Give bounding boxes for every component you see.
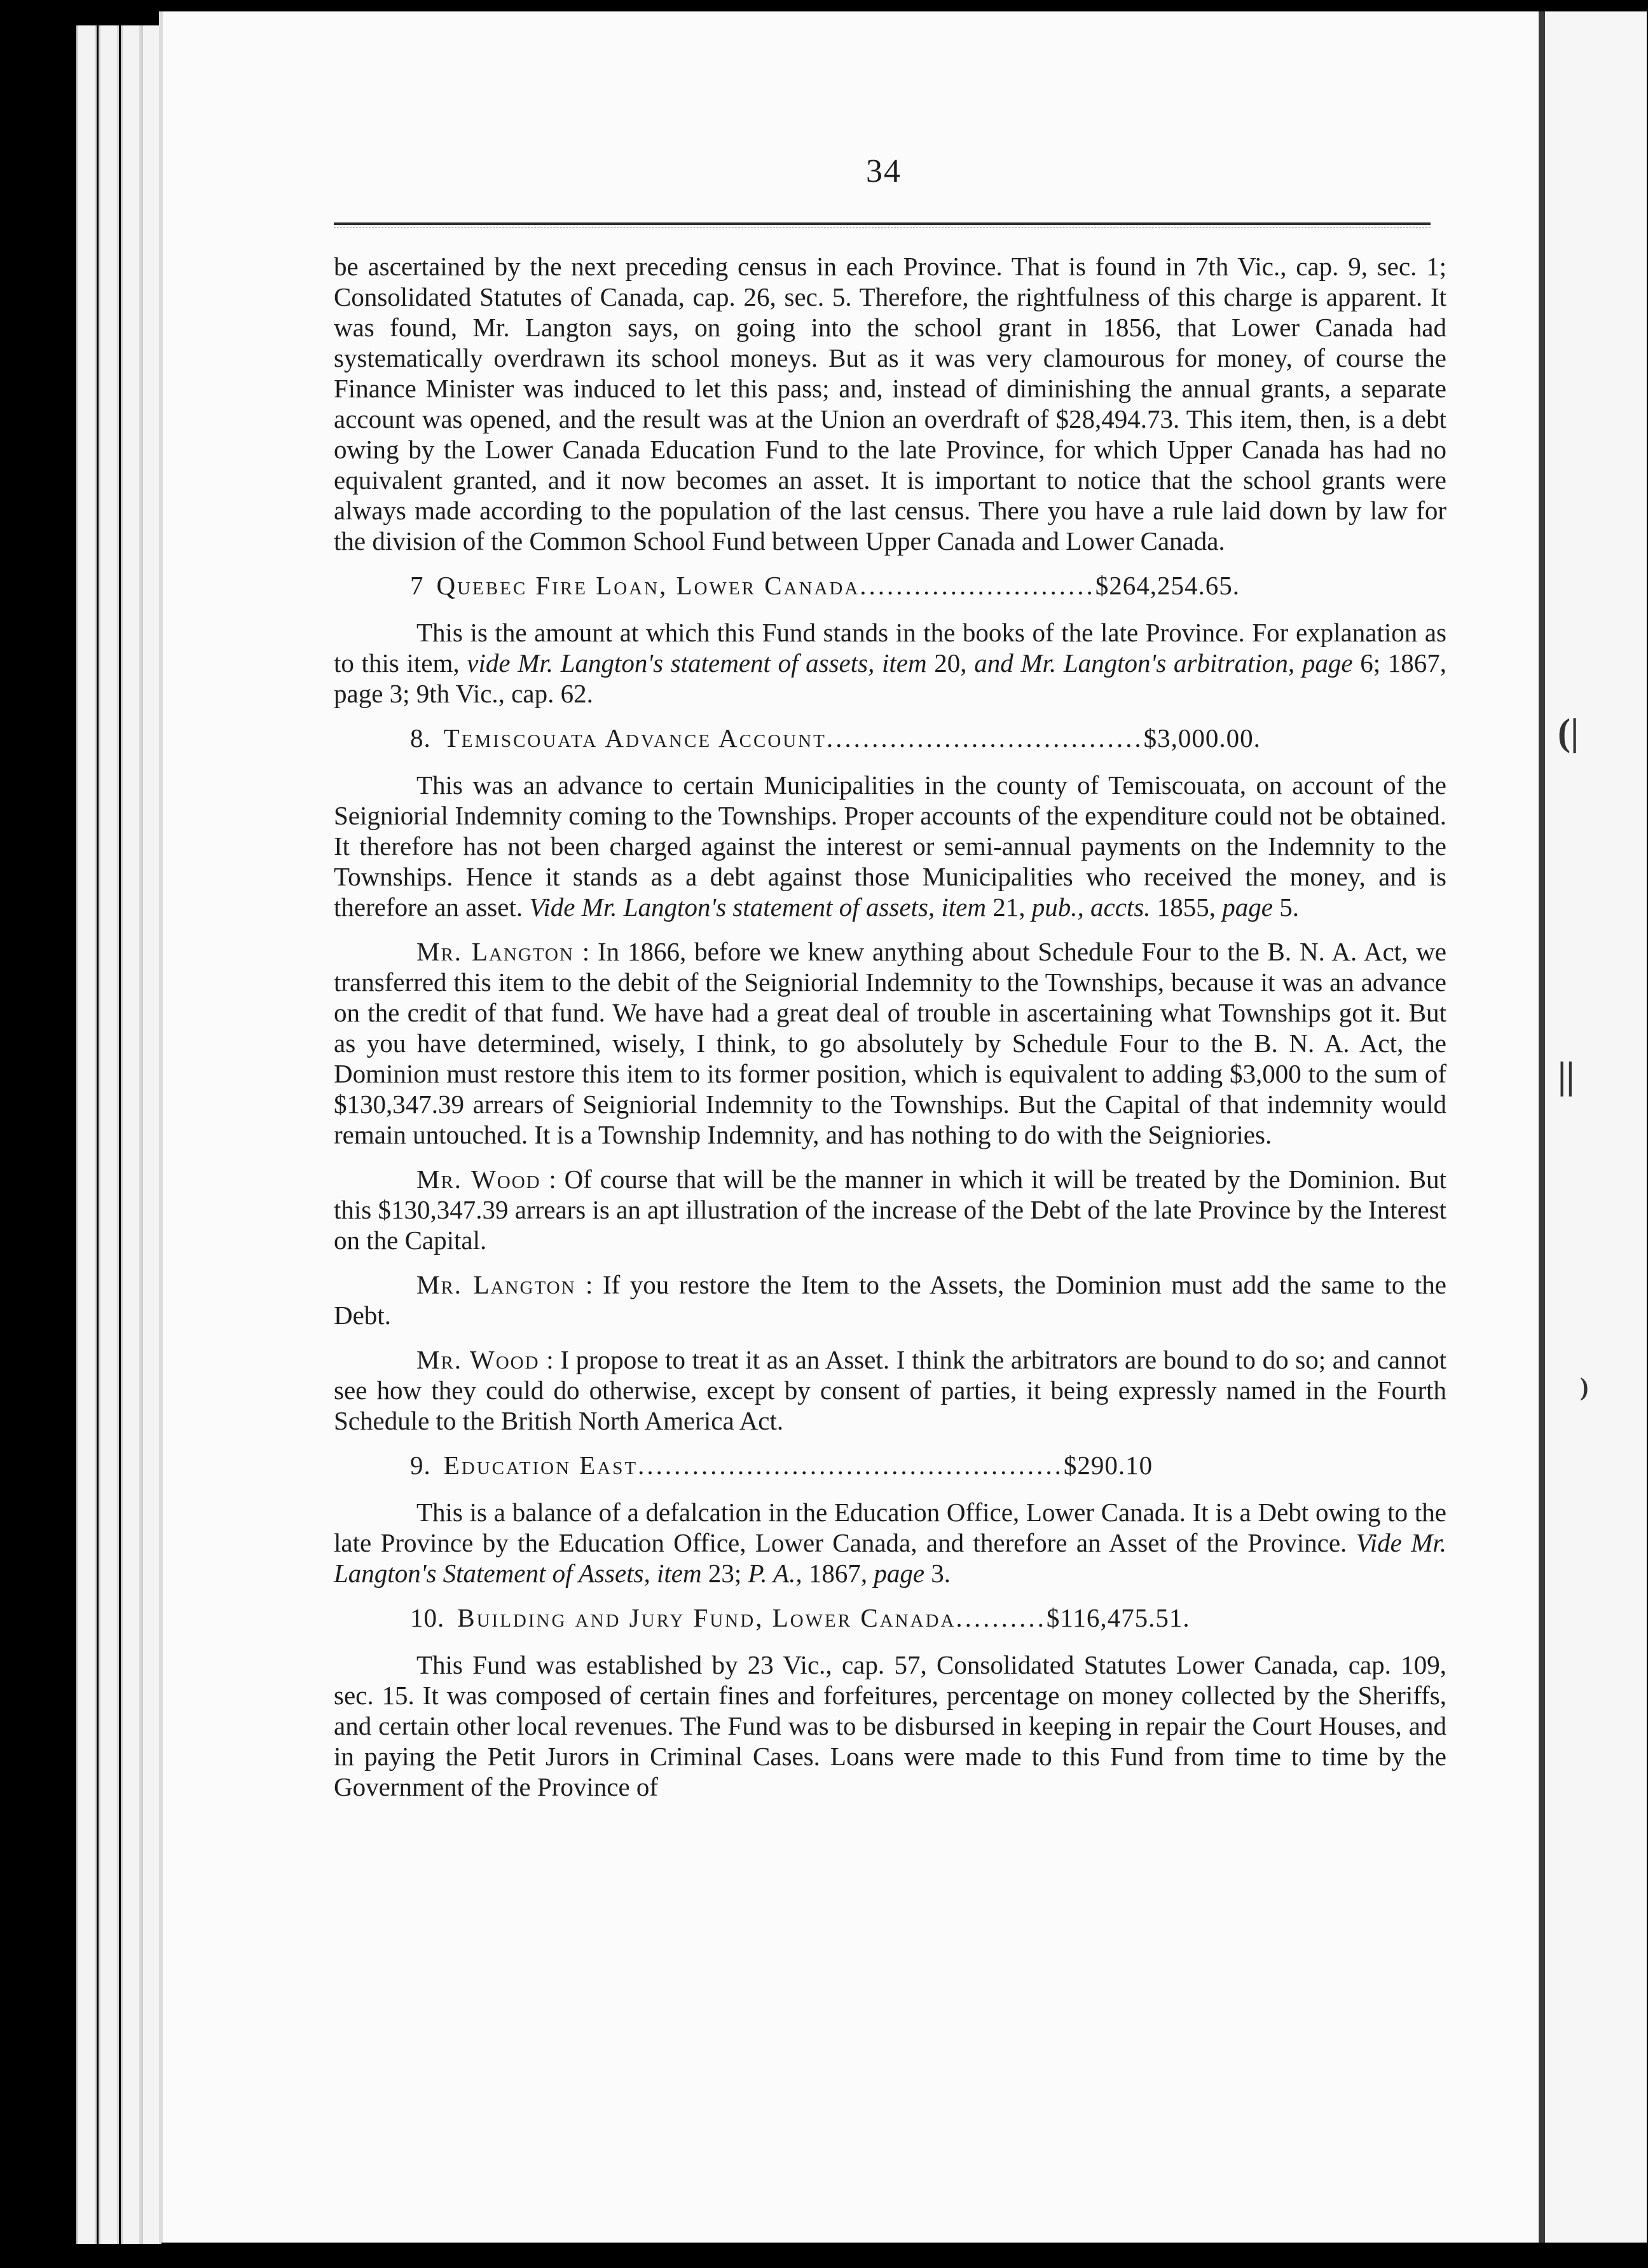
paragraph-text: This is a balance of a defalcation in the Education Office, Lower Canada. It is a Debt owing to the late Province by the Education Office, Lower Canada, and therefore an Asset of the Province. xyxy=(334,1498,1446,1557)
speaker-name: Mr. Langton xyxy=(416,937,574,966)
speech-text: In 1866, before we knew anything about Schedule Four to the B. N. A. Act, we transferred this item to the debit of the Seigniorial Indemnity to the Townships, because it was an advance on the credit of that fund. We have had a great deal of trouble in ascertaining what Townships got it. But as you have determined, wisely, I think, to go absolutely by Schedule Four to the B. N. A. Act, the Dominion must restore this item to its former position, which is equivalent to adding $3,000 to the sum of $130,347.39 arrears of Seigniorial Indemnity to the Townships. But the Capital of that indemnity would remain untouched. It is a Township Indemnity, and has nothing to do with the Seigniories. xyxy=(334,937,1446,1149)
page-number: 34 xyxy=(866,153,902,189)
reference-number: 23; xyxy=(708,1559,742,1588)
section-title: Education East xyxy=(443,1451,638,1480)
reference-number: 1855, xyxy=(1157,892,1216,922)
reference-italic: and Mr. Langton's arbitration, page xyxy=(974,648,1353,678)
reference-italic: pub., accts. xyxy=(1031,892,1151,922)
section-number: 8. xyxy=(410,723,431,753)
speech-text: I propose to treat it as an Asset. I think the arbitrators are bound to do so; and cannot see how they could do otherwise, except by consent of parties, it being expressly named in the Fourth Schedule to the British North America Act. xyxy=(334,1345,1446,1435)
bleed-mark: || xyxy=(1558,1055,1575,1096)
paragraph-10: This Fund was established by 23 Vic., cap. 57, Consolidated Statutes Lower Canada, cap. 109, sec. 15. It was composed of certain fines and forfeitures, percentage on money collected by the Sheriffs, and certain other local revenues. The Fund was to be disbursed in keeping in repair the Court Houses, and in paying the Petit Jurors in Criminal Cases. Loans were made to this Fund from time to time by the Government of the Province of xyxy=(334,1650,1446,1801)
paragraph-8 xyxy=(334,770,1446,922)
leader-dots: .......... xyxy=(956,1603,1047,1632)
stacked-page-edge xyxy=(99,25,119,2244)
header-rule xyxy=(334,222,1431,225)
reference-number: 21, xyxy=(992,892,1026,922)
reference-end: 6; 1867, page 3; 9th Vic., cap. 62. xyxy=(334,648,1447,708)
bleed-mark: (| xyxy=(1558,711,1579,753)
speaker-name: Mr. Wood xyxy=(416,1165,541,1194)
reference-number: 1867, xyxy=(808,1559,868,1588)
section-number: 7 xyxy=(410,571,424,600)
section-title: Temiscouata Advance Account xyxy=(443,723,827,753)
paragraph-text: This is the amount at which this Fund stands in the books of the late Province. For explanation as to this item, xyxy=(334,618,1446,678)
leader-dots: .......................... xyxy=(860,571,1095,600)
section-number: 9. xyxy=(410,1451,431,1480)
speech-text: Of course that will be the manner in which it will be treated by the Dominion. But this $130,347.39 arrears is an apt illustration of the increase of the Debt of the late Province by the Interest on the Capital. xyxy=(334,1165,1446,1255)
reference-end: 5. xyxy=(1279,892,1299,922)
section-title: Quebec Fire Loan, Lower Canada xyxy=(436,571,860,600)
speech-wood-1: Mr. Wood : Of course that will be the manner in which it will be treated by the Dominion. But this $130,347.39 arrears is an apt illustration of the increase of the Debt of the late Province by the Interest on the Capital. xyxy=(334,1165,1446,1255)
stacked-page-edge xyxy=(121,25,141,2244)
bleed-mark: ) xyxy=(1580,1372,1589,1401)
paragraph-7 xyxy=(334,617,1446,709)
reference-italic: Vide Mr. Langton's Statement of Assets, item xyxy=(334,1528,1447,1588)
section-heading-8 xyxy=(334,723,1446,753)
section-heading-9 xyxy=(334,1450,1446,1480)
speech-langton-2: Mr. Langton : If you restore the Item to the Assets, the Dominion must add the same to the Debt. xyxy=(334,1270,1446,1330)
section-title: Building and Jury Fund, Lower Canada xyxy=(457,1603,956,1632)
reference-italic: P. A., xyxy=(748,1559,802,1588)
reference-end: 3. xyxy=(931,1559,951,1588)
speech-langton-1: Mr. Langton : In 1866, before we knew anything about Schedule Four to the B. N. A. Act, we transferred this item to the debit of the Seigniorial Indemnity to the Townships, because it was an advance on the credit of that fund. We have had a great deal of trouble in ascertaining what Townships got it. But as you have determined, wisely, I think, to go absolutely by Schedule Four to the B. N. A. Act, the Dominion must restore this item to its former position, which is equivalent to adding $3,000 to the sum of $130,347.39 arrears of Seigniorial Indemnity to the Townships. But the Capital of that indemnity would remain untouched. It is a Township Indemnity, and has nothing to do with the Seigniories. xyxy=(334,937,1446,1149)
speaker-name: Mr. Langton xyxy=(416,1270,576,1299)
speech-wood-2: Mr. Wood : I propose to treat it as an Asset. I think the arbitrators are bound to do so; and cannot see how they could do otherwise, except by consent of parties, it being expressly named in the Fourth Schedule to the British North America Act. xyxy=(334,1345,1446,1435)
paragraph-continued: be ascertained by the next preceding census in each Province. That is found in 7th Vic., cap. 9, sec. 1; Consolidated Statutes of Canada, cap. 26, sec. 5. Therefore, the rightfulness of this charge is apparent. It was found, Mr. Langton says, on going into the school grant in 1856, that Lower Canada had systematically overdrawn its school moneys. But as it was very clamourous for money, of course the Finance Minister was induced to let this pass; and, instead of diminishing the annual grants, a separate account was opened, and the result was at the Union an overdraft of $28,494.73. This item, then, is a debt owing by the Lower Canada Education Fund to the late Province, for which Upper Canada has had no equivalent granted, and it now becomes an asset. It is important to notice that the school grants were always made according to the population of the last census. There you have a rule laid down by law for the division of the Common School Fund between Upper Canada and Lower Canada. xyxy=(334,252,1446,556)
reference-italic: page xyxy=(874,1559,925,1588)
reference-italic: page xyxy=(1222,892,1273,922)
section-amount: $264,254.65. xyxy=(1095,571,1240,600)
stacked-page-edge xyxy=(76,25,97,2244)
section-heading-7 xyxy=(334,570,1446,601)
section-amount: $290.10 xyxy=(1063,1451,1153,1480)
leader-dots: ............................................... xyxy=(638,1451,1064,1480)
section-amount: $3,000.00. xyxy=(1143,723,1261,753)
paragraph-text: This was an advance to certain Municipalities in the county of Temiscouata, on account of the Seigniorial Indemnity coming to the Townships. Proper accounts of the expenditure could not be obtained. It therefore has not been charged against the interest or semi-annual payments on the Indemnity to the Townships. Hence it stands as a debt against those Municipalities who received the money, and is therefore an asset. xyxy=(334,770,1446,922)
reference-italic: vide Mr. Langton's statement of assets, item xyxy=(467,648,927,678)
section-amount: $116,475.51. xyxy=(1046,1603,1190,1632)
speaker-name: Mr. Wood xyxy=(416,1345,540,1374)
leader-dots: ................................... xyxy=(826,723,1144,753)
page-body xyxy=(334,251,1446,1816)
paragraph-9 xyxy=(334,1497,1446,1588)
speech-text: If you restore the Item to the Assets, the Dominion must add the same to the Debt. xyxy=(334,1270,1446,1330)
reference-italic: Vide Mr. Langton's statement of assets, item xyxy=(529,892,986,922)
section-number: 10. xyxy=(410,1603,445,1632)
reference-number: 20, xyxy=(934,648,967,678)
section-heading-10 xyxy=(334,1602,1446,1633)
facing-page-edge xyxy=(1539,11,1647,2243)
